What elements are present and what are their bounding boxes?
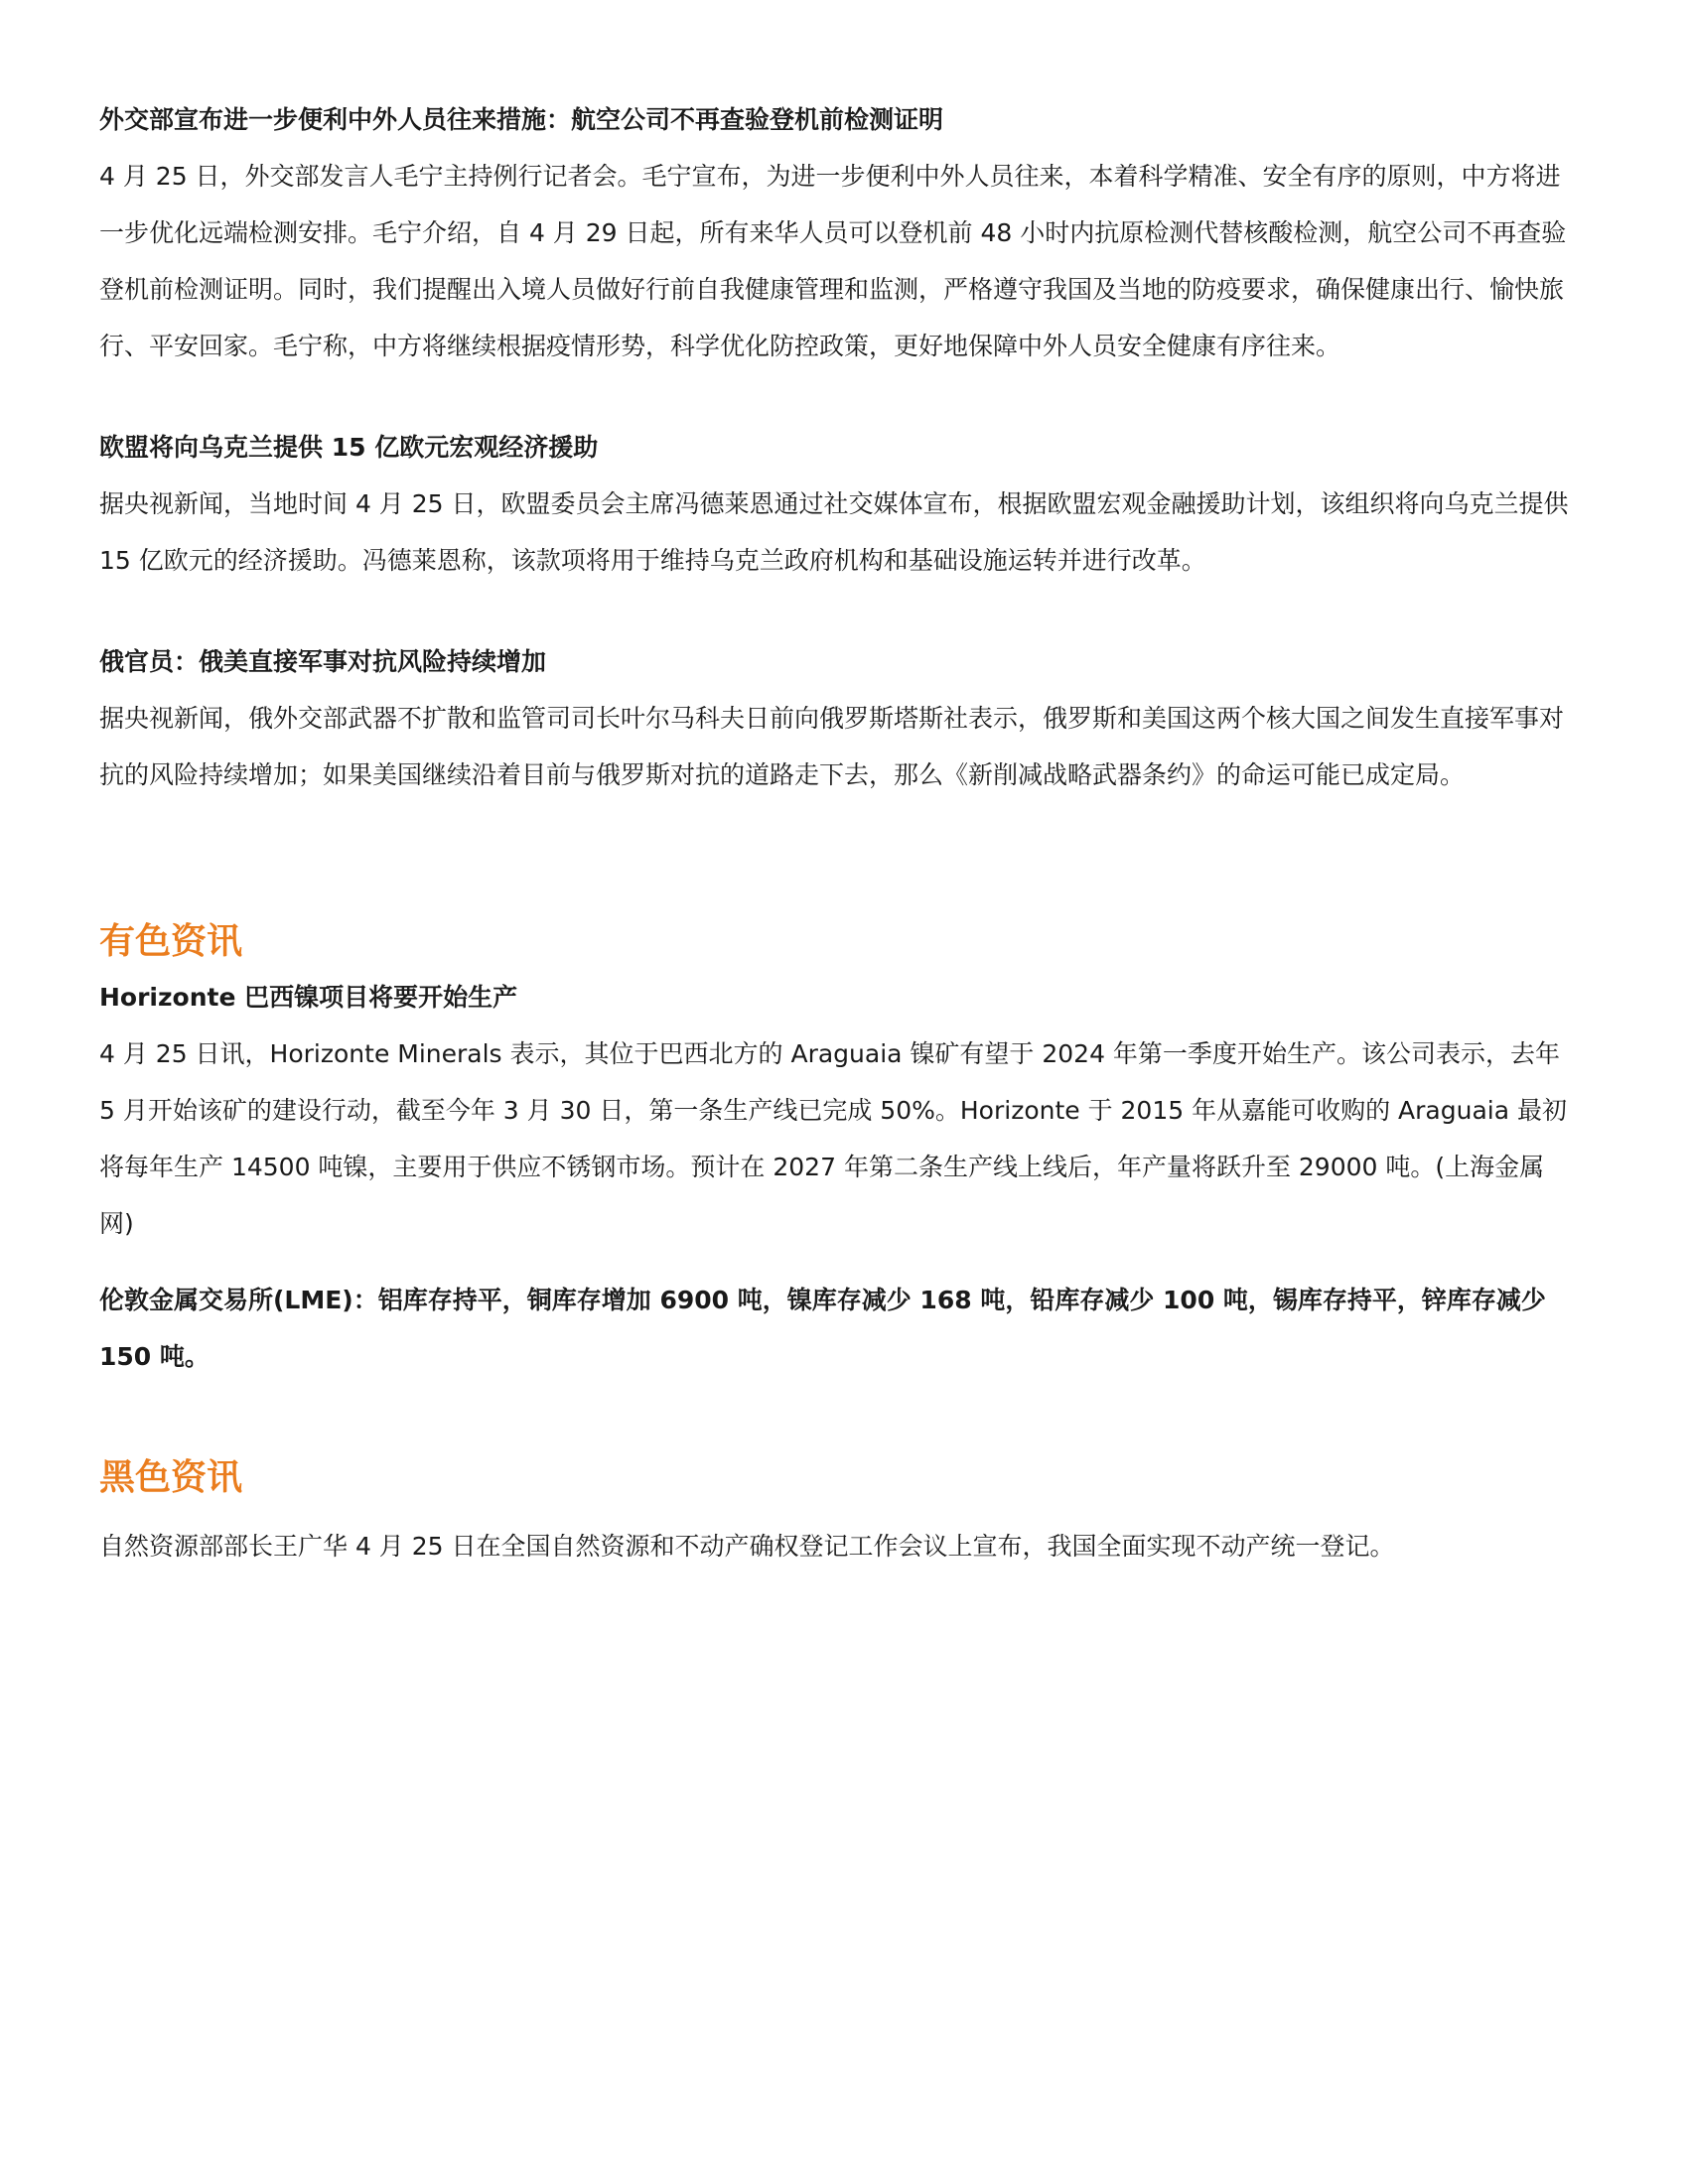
section-heading: 黑色资讯 [99,1457,243,1498]
section-heading: 有色资讯 [99,921,243,962]
ferrous-section [99,1456,1569,1574]
article-body: 4 月 25 日讯，Horizonte Minerals 表示，其位于巴西北方的 Araguaia 镍矿有望于 2024 年第一季度开始生产。该公司表示，去年 5 月开始该矿的建设行动，截至今年 3 月 30 日，第一条生产线已完成 50%。Horizonte 于 2015 年从嘉能可收购的 Araguaia 最初将每年生产 14500 吨镍，主要用于供应不锈钢市场。预计在 2027 年第二条生产线上线后，年产量将跃升至 29000 吨。(上海金属网) [99,1039,1567,1238]
article-body: 自然资源部部长王广华 4 月 25 日在全国自然资源和不动产确权登记工作会议上宣布，我国全面实现不动产统一登记。 [99,1532,1395,1561]
article-body: 据央视新闻，当地时间 4 月 25 日，欧盟委员会主席冯德莱恩通过社交媒体宣布，根据欧盟宏观金融援助计划，该组织将向乌克兰提供 15 亿欧元的经济援助。冯德莱恩称，该款项将用于维持乌克兰政府机构和基础设施运转并进行改革。 [99,489,1569,575]
article-title: 外交部宣布进一步便利中外人员往来措施：航空公司不再查验登机前检测证明 [99,105,944,134]
nonferrous-section [99,920,1569,1385]
news-article-mfa [99,104,1569,374]
news-article-eu-aid [99,432,1569,589]
article-title: 俄官员：俄美直接军事对抗风险持续增加 [99,647,547,676]
article-body: 据央视新闻，俄外交部武器不扩散和监管司司长叶尔马科夫日前向俄罗斯塔斯社表示，俄罗斯和美国这两个核大国之间发生直接军事对抗的风险持续增加；如果美国继续沿着目前与俄罗斯对抗的道路走下去，那么《新削减战略武器条约》的命运可能已成定局。 [99,704,1565,789]
lme-inventory-note: 伦敦金属交易所(LME)：铝库存持平，铜库存增加 6900 吨，镍库存减少 168 吨，铅库存减少 100 吨，锡库存持平，锌库存减少 150 吨。 [99,1286,1546,1371]
article-title: Horizonte 巴西镍项目将要开始生产 [99,983,518,1012]
article-title: 欧盟将向乌克兰提供 15 亿欧元宏观经济援助 [99,433,599,462]
news-article-russia-us [99,646,1569,803]
article-body: 4 月 25 日，外交部发言人毛宁主持例行记者会。毛宁宣布，为进一步便利中外人员往来，本着科学精准、安全有序的原则，中方将进一步优化远端检测安排。毛宁介绍，自 4 月 29 日起，所有来华人员可以登机前 48 小时内抗原检测代替核酸检测，航空公司不再查验登机前检测证明。同时，我们提醒出入境人员做好行前自我健康管理和监测，严格遵守我国及当地的防疫要求，确保健康出行、愉快旅行、平安回家。毛宁称，中方将继续根据疫情形势，科学优化防控政策，更好地保障中外人员安全健康有序往来。 [99,162,1567,360]
document-page [99,104,1569,1574]
